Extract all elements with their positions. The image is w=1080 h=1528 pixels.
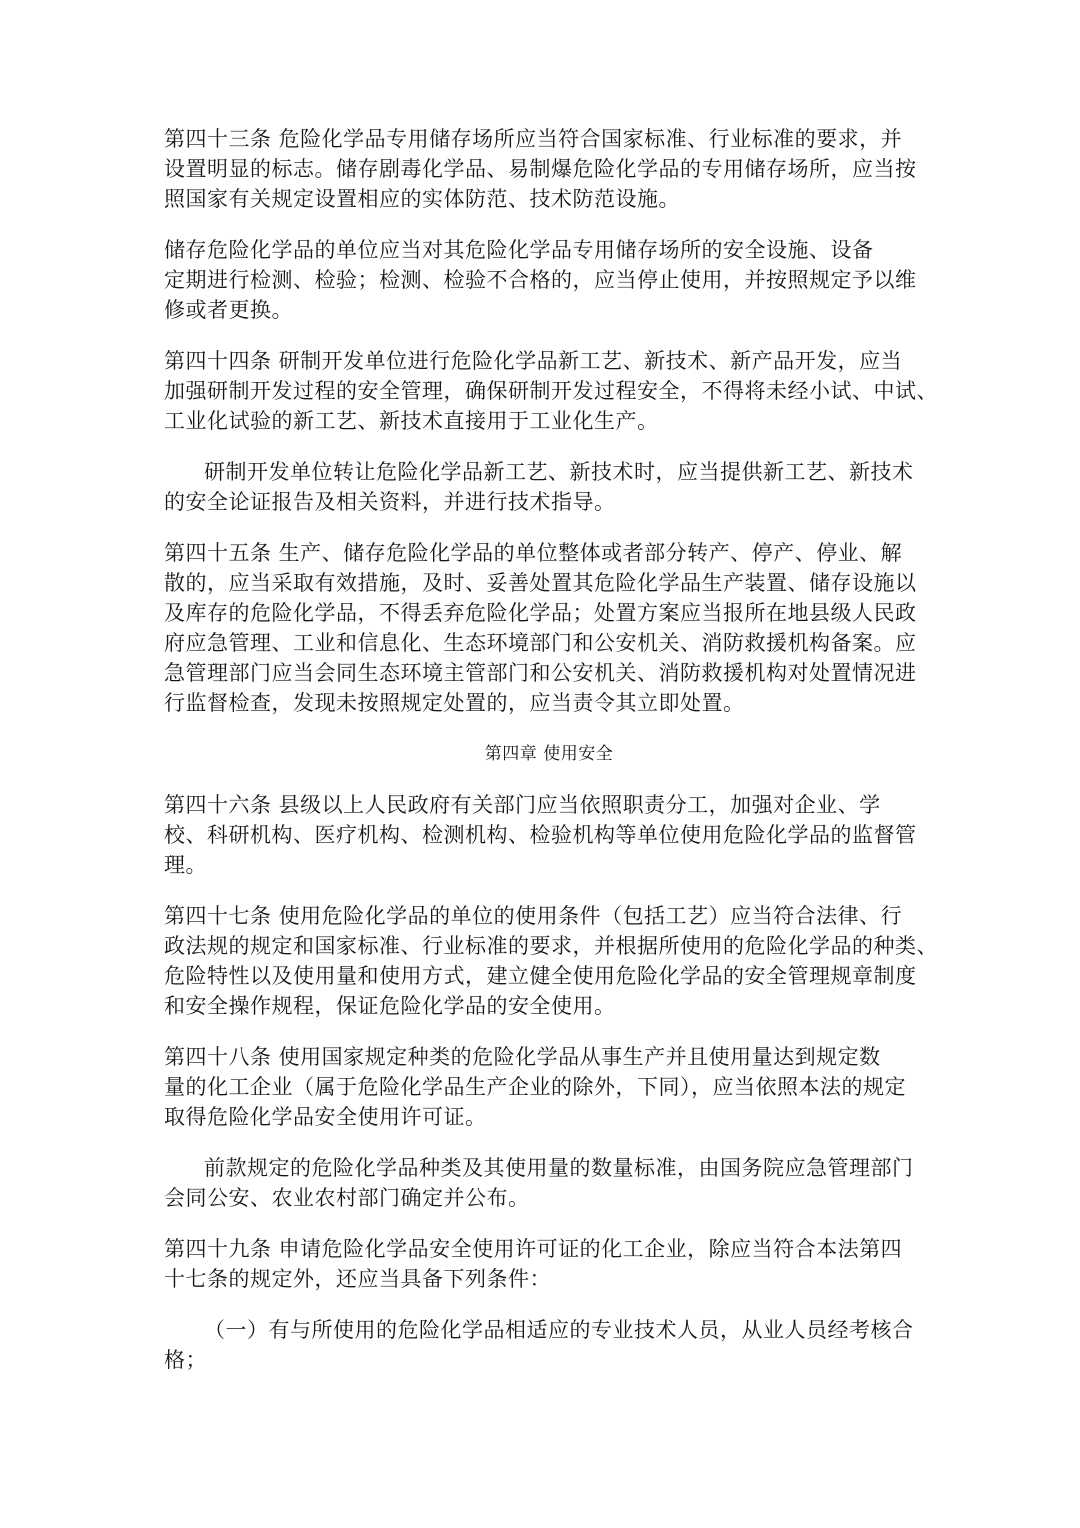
article-44-paragraph-1 [164,346,954,436]
text-line: 定期进行检测、检验；检测、检验不合格的，应当停止使用，并按照规定予以维 [164,268,917,292]
text-line: 加强研制开发过程的安全管理，确保研制开发过程安全，不得将未经小试、中试、 [164,379,938,403]
text-line: 第四十八条 使用国家规定种类的危险化学品从事生产并且使用量达到规定数 [164,1045,881,1069]
article-45-paragraph-1 [164,538,954,718]
text-line: 散的，应当采取有效措施，及时、妥善处置其危险化学品生产装置、储存设施以 [164,571,917,595]
article-46-paragraph-1 [164,790,954,880]
text-line: 的安全论证报告及相关资料，并进行技术指导。 [164,490,616,514]
text-line: （一）有与所使用的危险化学品相适应的专业技术人员，从业人员经考核合 [204,1318,914,1342]
text-line: 理。 [164,853,207,877]
text-line: 府应急管理、工业和信息化、生态环境部门和公安机关、消防救援机构备案。应 [164,631,917,655]
text-line: 第四十七条 使用危险化学品的单位的使用条件（包括工艺）应当符合法律、行 [164,904,903,928]
text-line: 取得危险化学品安全使用许可证。 [164,1105,487,1129]
text-line: 及库存的危险化学品，不得丢弃危险化学品；处置方案应当报所在地县级人民政 [164,601,917,625]
article-44-paragraph-2 [164,457,954,517]
text-line: 会同公安、农业农村部门确定并公布。 [164,1186,530,1210]
text-line: 量的化工企业（属于危险化学品生产企业的除外，下同），应当依照本法的规定 [164,1075,906,1099]
text-line: 和安全操作规程，保证危险化学品的安全使用。 [164,994,616,1018]
text-line: 格； [164,1348,207,1372]
chapter-4-heading: 第四章 使用安全 [484,744,614,764]
text-line: 前款规定的危险化学品种类及其使用量的数量标准，由国务院应急管理部门 [204,1156,914,1180]
article-47-paragraph-1 [164,901,954,1021]
text-line: 十七条的规定外，还应当具备下列条件： [164,1267,551,1291]
text-line: 危险特性以及使用量和使用方式，建立健全使用危险化学品的安全管理规章制度 [164,964,917,988]
text-line: 第四十六条 县级以上人民政府有关部门应当依照职责分工，加强对企业、学 [164,793,881,817]
text-line: 第四十九条 申请危险化学品安全使用许可证的化工企业，除应当符合本法第四 [164,1237,903,1261]
text-line: 修或者更换。 [164,298,293,322]
article-49-paragraph-1 [164,1234,954,1294]
text-line: 第四十三条 危险化学品专用储存场所应当符合国家标准、行业标准的要求，并 [164,127,903,151]
article-43-paragraph-1 [164,124,954,214]
document-content [164,124,954,1396]
text-line: 校、科研机构、医疗机构、检测机构、检验机构等单位使用危险化学品的监督管 [164,823,917,847]
text-line: 设置明显的标志。储存剧毒化学品、易制爆危险化学品的专用储存场所，应当按 [164,157,917,181]
text-line: 第四十五条 生产、储存危险化学品的单位整体或者部分转产、停产、停业、解 [164,541,903,565]
text-line: 工业化试验的新工艺、新技术直接用于工业化生产。 [164,409,659,433]
article-43-paragraph-2 [164,235,954,325]
text-line: 研制开发单位转让危险化学品新工艺、新技术时，应当提供新工艺、新技术 [204,460,914,484]
text-line: 照国家有关规定设置相应的实体防范、技术防范设施。 [164,187,680,211]
text-line: 急管理部门应当会同生态环境主管部门和公安机关、消防救援机构对处置情况进 [164,661,917,685]
text-line: 政法规的规定和国家标准、行业标准的要求，并根据所使用的危险化学品的种类、 [164,934,938,958]
article-48-paragraph-1 [164,1042,954,1132]
article-49-item-1 [164,1315,954,1375]
article-48-paragraph-2 [164,1153,954,1213]
text-line: 第四十四条 研制开发单位进行危险化学品新工艺、新技术、新产品开发，应当 [164,349,903,373]
text-line: 行监督检查，发现未按照规定处置的，应当责令其立即处置。 [164,691,745,715]
text-line: 储存危险化学品的单位应当对其危险化学品专用储存场所的安全设施、设备 [164,238,874,262]
